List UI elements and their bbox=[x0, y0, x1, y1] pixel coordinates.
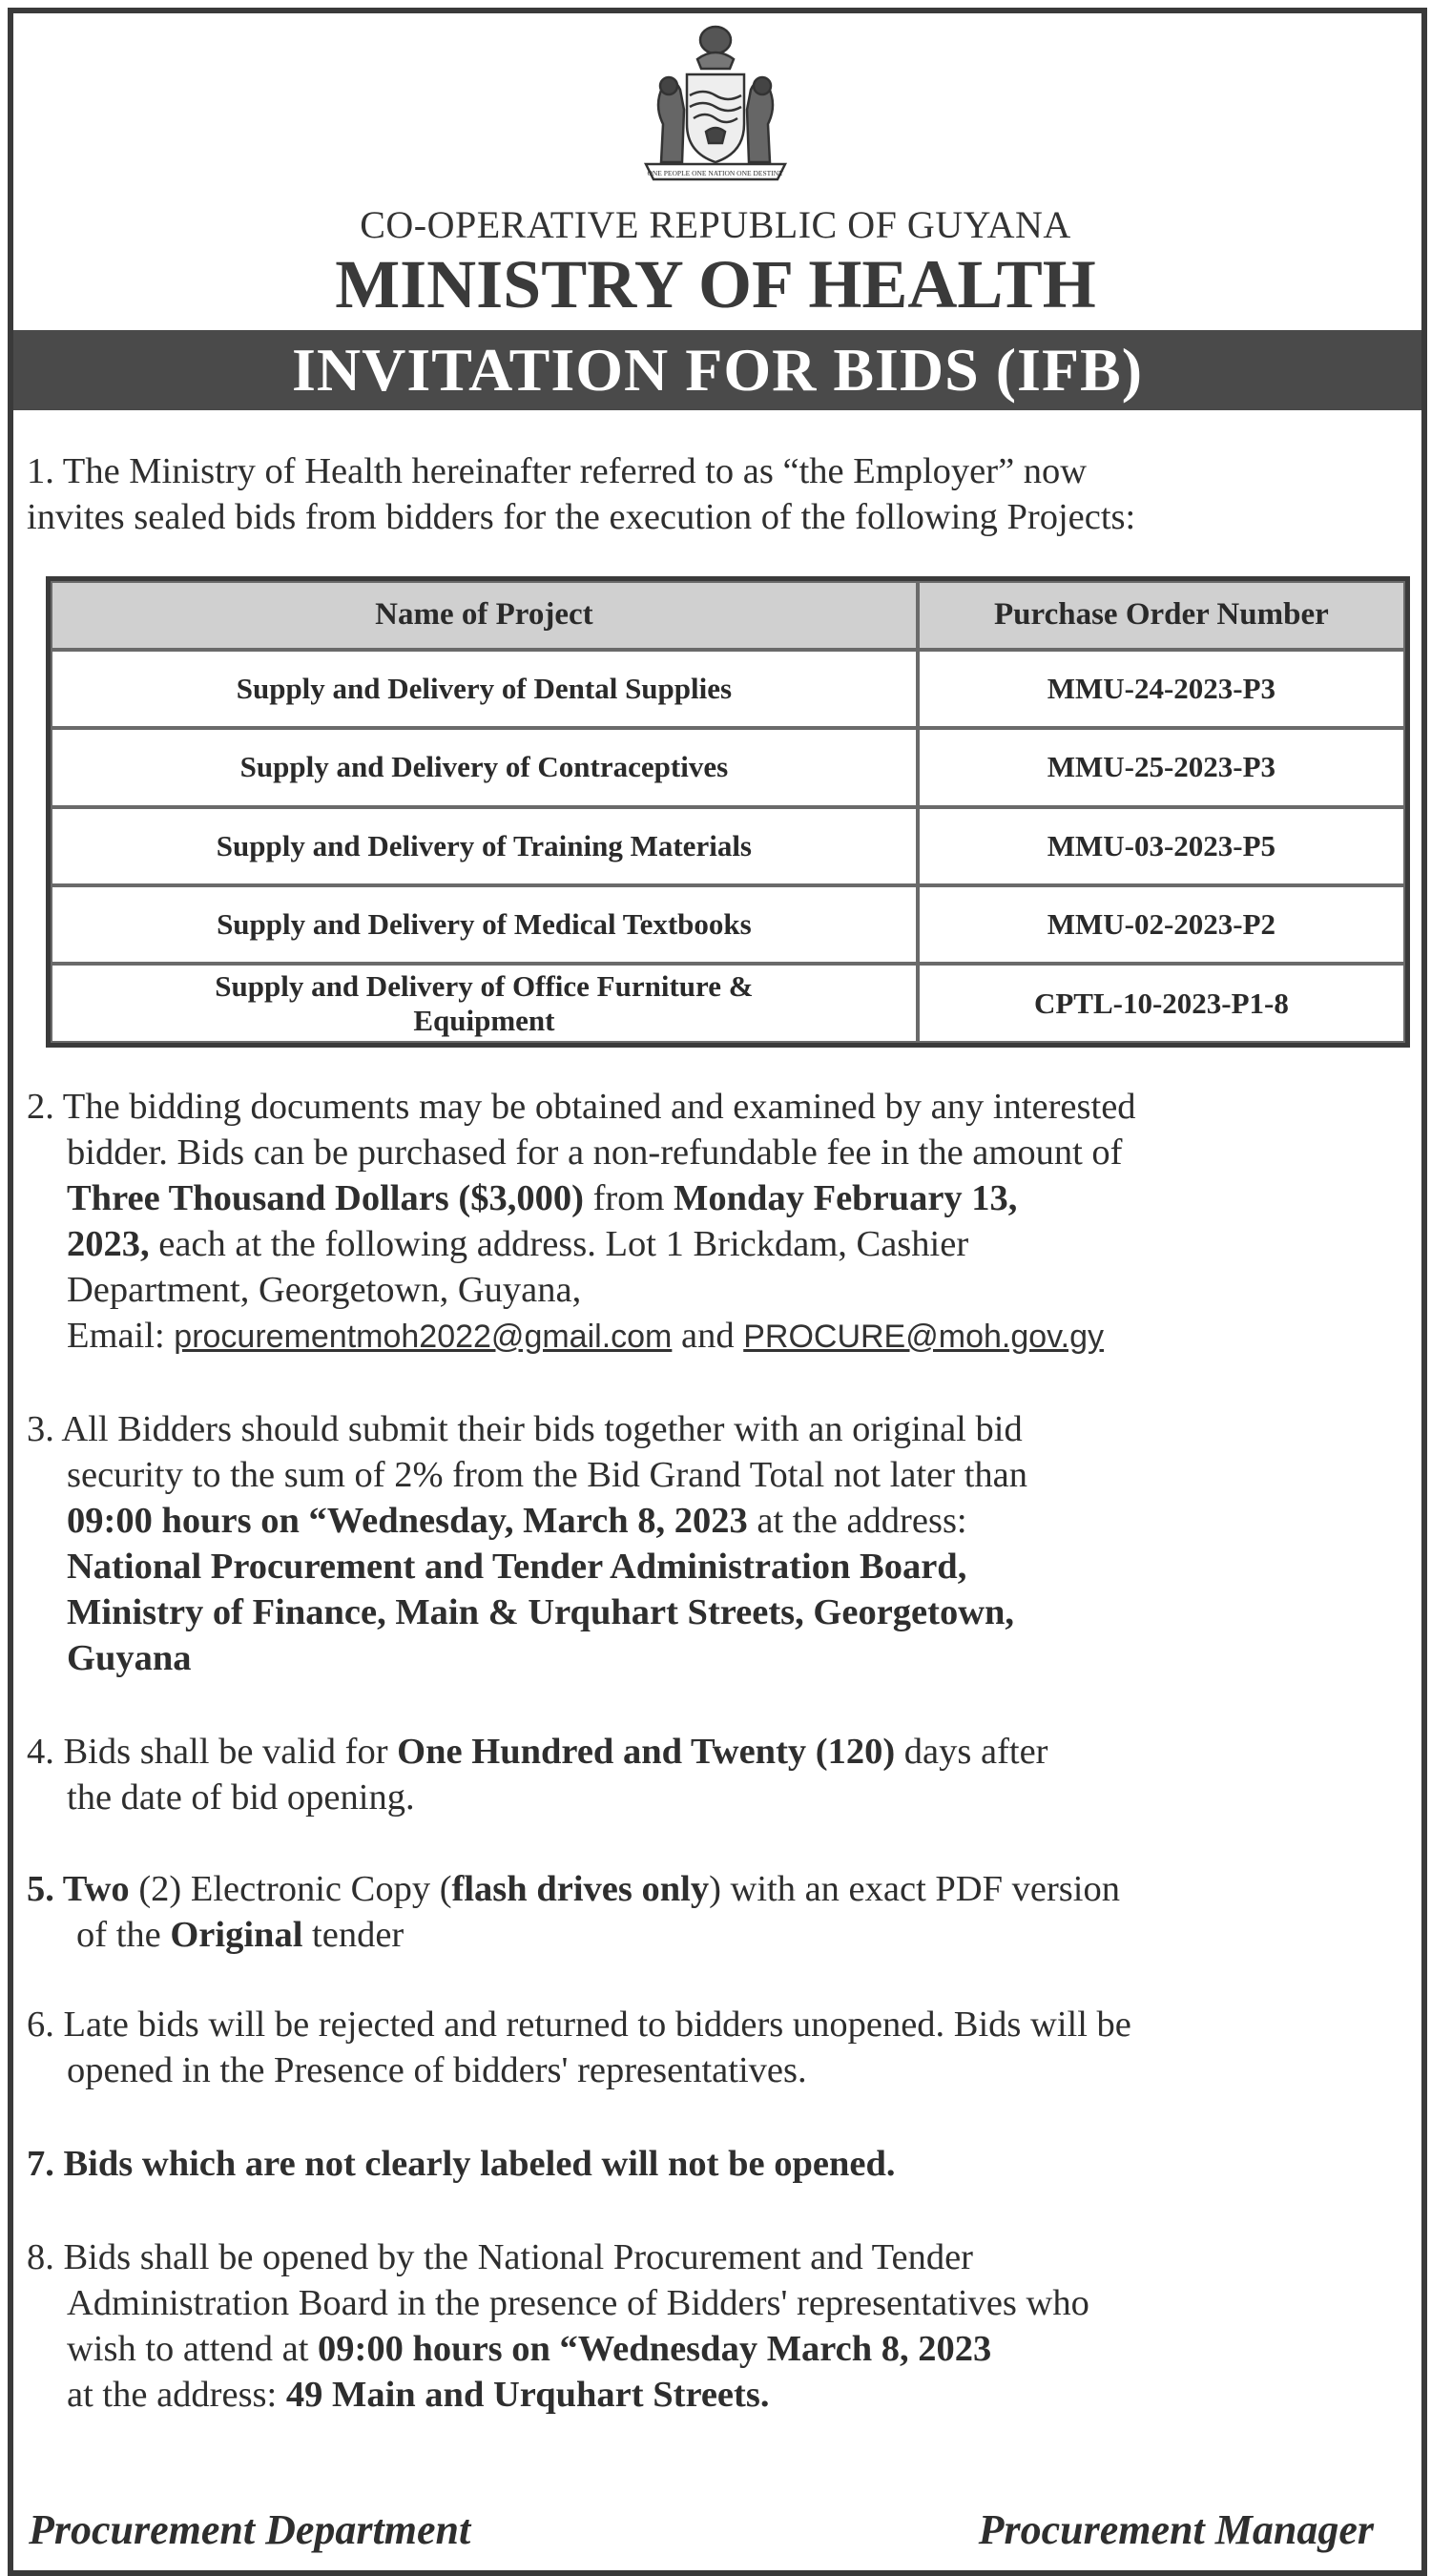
item-2-paragraph bbox=[27, 1084, 1410, 1360]
item-8-time-line bbox=[27, 2326, 1410, 2372]
item-3-address-line: National Procurement and Tender Administration Board, bbox=[67, 1547, 967, 1587]
projects-table bbox=[46, 576, 1410, 1048]
original-text: Original bbox=[170, 1915, 303, 1955]
table-header-row bbox=[51, 581, 1405, 650]
svg-text:ONE PEOPLE ONE NATION ONE DEST: ONE PEOPLE ONE NATION ONE DESTINY bbox=[647, 169, 784, 177]
item-5-text: ) with an exact PDF version bbox=[709, 1869, 1120, 1909]
item-5-line bbox=[27, 1912, 1410, 1958]
item-4-text: days after bbox=[895, 1732, 1048, 1772]
item-5-line bbox=[27, 1866, 1410, 1912]
column-header-project: Name of Project bbox=[51, 581, 918, 650]
item-2-text: each at the following address. Lot 1 Brickdam, Cashier bbox=[149, 1224, 969, 1264]
item-8-line: Administration Board in the presence of Bidders' representatives who bbox=[67, 2283, 1089, 2323]
intro-line-2: invites sealed bids from bidders for the execution of the following Projects: bbox=[27, 497, 1136, 537]
table-row bbox=[51, 885, 1405, 964]
coat-of-arms-icon bbox=[634, 19, 797, 191]
item-3-text: at the address: bbox=[747, 1501, 967, 1541]
flash-drives-text: flash drives only bbox=[451, 1869, 710, 1909]
project-name: Supply and Delivery of Dental Supplies bbox=[51, 650, 918, 728]
table-row bbox=[51, 807, 1405, 885]
po-number: MMU-25-2023-P3 bbox=[918, 728, 1405, 806]
email-link-1[interactable]: procurementmoh2022@gmail.com bbox=[174, 1319, 673, 1355]
validity-period: One Hundred and Twenty (120) bbox=[397, 1732, 896, 1772]
item-8-paragraph bbox=[27, 2234, 1410, 2418]
item-3-line: security to the sum of 2% from the Bid Grand Total not later than bbox=[67, 1455, 1027, 1495]
po-number: MMU-24-2023-P3 bbox=[918, 650, 1405, 728]
item-2-email-line bbox=[27, 1313, 1410, 1360]
intro-line-1: 1. The Ministry of Health hereinafter referred to as “the Employer” now bbox=[27, 451, 1088, 491]
item-3-address-line: Ministry of Finance, Main & Urquhart Streets, Georgetown, bbox=[67, 1592, 1015, 1632]
item-8-line: 8. Bids shall be opened by the National Procurement and Tender bbox=[27, 2237, 973, 2277]
item-3-deadline-line bbox=[27, 1498, 1410, 1544]
item-2-line: bidder. Bids can be purchased for a non-refundable fee in the amount of bbox=[67, 1132, 1123, 1173]
item-4-text: 4. Bids shall be valid for bbox=[27, 1732, 398, 1772]
item-2-text: from bbox=[583, 1178, 674, 1218]
item-5-text: of the bbox=[76, 1915, 171, 1955]
item-4-paragraph bbox=[27, 1729, 1410, 1820]
start-year: 2023, bbox=[67, 1224, 150, 1264]
item-2-line: Department, Georgetown, Guyana, bbox=[67, 1270, 582, 1310]
project-name: Supply and Delivery of Office Furniture & Equipment bbox=[51, 964, 918, 1043]
column-header-po: Purchase Order Number bbox=[918, 581, 1405, 650]
ifb-banner: INVITATION FOR BIDS (IFB) bbox=[13, 330, 1421, 410]
item-6-line: 6. Late bids will be rejected and returned to bidders unopened. Bids will be bbox=[27, 2005, 1131, 2045]
email-link-2[interactable]: PROCURE@moh.gov.gy bbox=[743, 1319, 1104, 1355]
item-4-line bbox=[27, 1729, 1410, 1775]
item-5-text: tender bbox=[302, 1915, 404, 1955]
item-4-line: the date of bid opening. bbox=[67, 1777, 415, 1818]
item-8-text: wish to attend at bbox=[67, 2329, 319, 2369]
item-2-address-line bbox=[27, 1221, 1410, 1267]
item-8-address-line bbox=[27, 2372, 1410, 2418]
project-name: Supply and Delivery of Training Materials bbox=[51, 807, 918, 885]
item-5-paragraph bbox=[27, 1866, 1410, 1958]
item-8-text: at the address: bbox=[67, 2375, 286, 2415]
ministry-title: MINISTRY OF HEALTH bbox=[335, 246, 1096, 322]
footer-procurement-manager: Procurement Manager bbox=[978, 2506, 1374, 2553]
footer-procurement-department: Procurement Department bbox=[29, 2506, 471, 2553]
item-3-paragraph bbox=[27, 1406, 1410, 1681]
po-number: MMU-02-2023-P2 bbox=[918, 885, 1405, 964]
item-5-text: (2) Electronic Copy ( bbox=[129, 1869, 452, 1909]
opening-address: 49 Main and Urquhart Streets. bbox=[285, 2375, 770, 2415]
item-3-line: 3. All Bidders should submit their bids together with an original bid bbox=[27, 1409, 1023, 1449]
table-row bbox=[51, 650, 1405, 728]
item-6-line: opened in the Presence of bidders' representatives. bbox=[67, 2050, 807, 2090]
fee-amount: Three Thousand Dollars ($3,000) bbox=[67, 1178, 584, 1218]
po-number: MMU-03-2023-P5 bbox=[918, 807, 1405, 885]
item-2-line: 2. The bidding documents may be obtained and examined by any interested bbox=[27, 1087, 1136, 1127]
start-date: Monday February 13, bbox=[674, 1178, 1018, 1218]
item-2-fee-line bbox=[27, 1175, 1410, 1221]
project-name: Supply and Delivery of Contraceptives bbox=[51, 728, 918, 806]
intro-paragraph bbox=[27, 448, 1410, 540]
country-name: CO-OPERATIVE REPUBLIC OF GUYANA bbox=[360, 203, 1071, 246]
project-name: Supply and Delivery of Medical Textbooks bbox=[51, 885, 918, 964]
item-5-number: 5. Two bbox=[27, 1869, 130, 1909]
submission-deadline: 09:00 hours on “Wednesday, March 8, 2023 bbox=[67, 1501, 748, 1541]
table-row bbox=[51, 728, 1405, 806]
table-row bbox=[51, 964, 1405, 1043]
po-number: CPTL-10-2023-P1-8 bbox=[918, 964, 1405, 1043]
item-3-address-line: Guyana bbox=[67, 1638, 192, 1678]
email-label: Email: bbox=[67, 1316, 175, 1356]
item-2-text: and bbox=[672, 1316, 744, 1356]
item-7-line: 7. Bids which are not clearly labeled will not be opened. bbox=[27, 2144, 896, 2184]
item-6-paragraph bbox=[27, 2002, 1410, 2093]
opening-time: 09:00 hours on “Wednesday March 8, 2023 bbox=[318, 2329, 992, 2369]
item-7-paragraph bbox=[27, 2141, 1410, 2187]
